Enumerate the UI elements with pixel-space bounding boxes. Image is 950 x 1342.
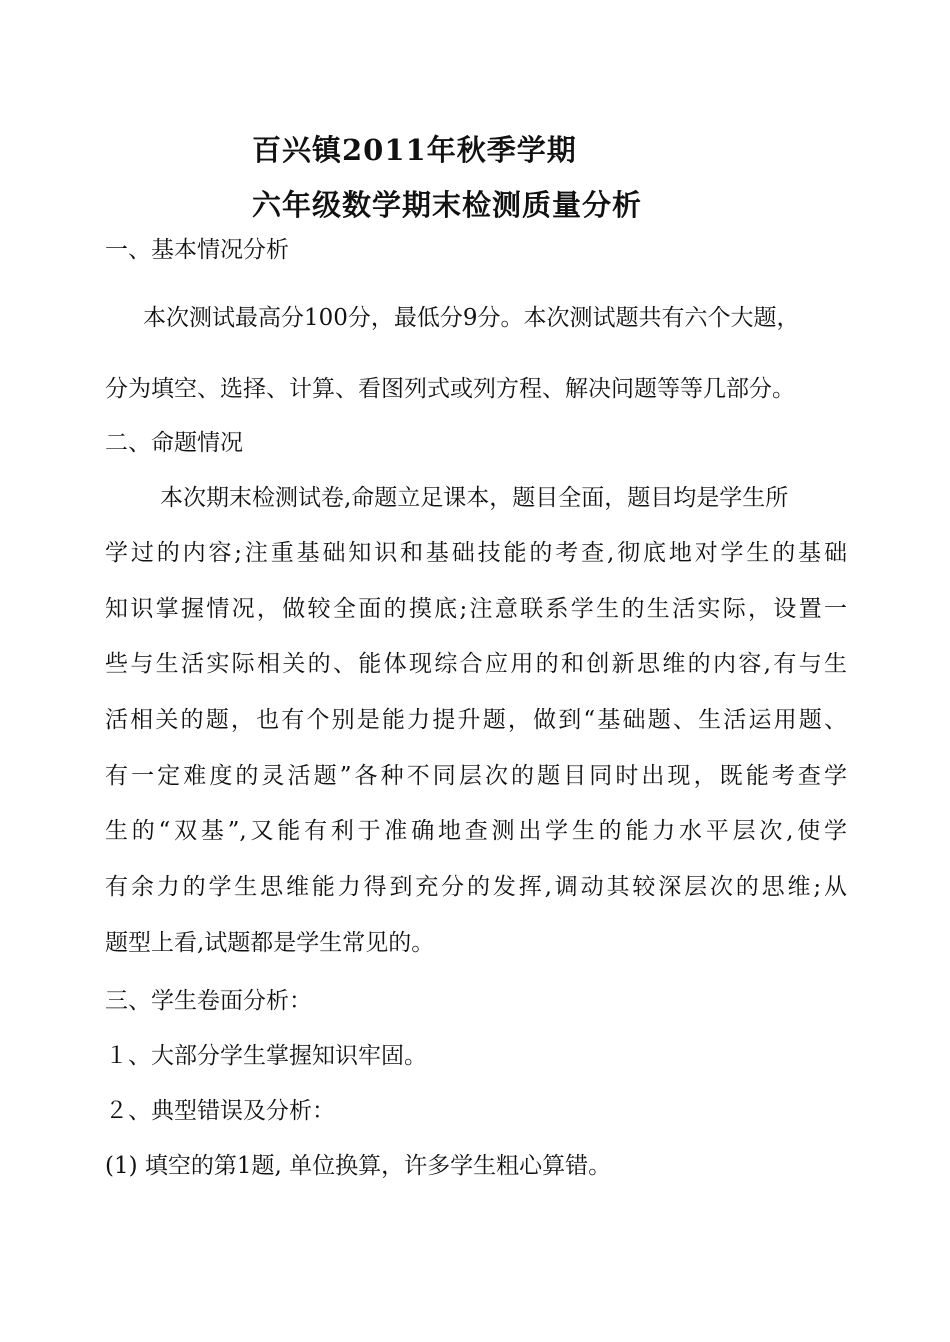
list-item: １、大部分学生掌握知识牢固。: [105, 1043, 427, 1069]
document-title-line2: 六年级数学期末检测质量分析: [252, 188, 643, 222]
paragraph-line: 些与生活实际相关的、能体现综合应用的和创新思维的内容,有与生: [105, 651, 847, 677]
paragraph-line: 本次期末检测试卷,命题立足课本，题目全面，题目均是学生所: [160, 485, 789, 511]
document-title-line1: 百兴镇2011年秋季学期: [252, 133, 577, 167]
paragraph-line: 活相关的题，也有个别是能力提升题，做到“基础题、生活运用题、: [105, 707, 847, 733]
paragraph-line: 学过的内容;注重基础知识和基础技能的考查,彻底地对学生的基础: [105, 540, 847, 566]
section1-heading: 一、基本情况分析: [105, 237, 289, 263]
list-item: ２、典型错误及分析：: [105, 1098, 335, 1124]
paragraph-line: 知识掌握情况，做较全面的摸底;注意联系学生的生活实际，设置一: [105, 596, 847, 622]
paragraph-line: 有余力的学生思维能力得到充分的发挥,调动其较深层次的思维;从: [105, 874, 847, 900]
section3-heading: 三、学生卷面分析：: [105, 988, 312, 1014]
paragraph-line: 本次测试最高分100分，最低分9分。本次测试题共有六个大题，: [143, 305, 800, 331]
list-item: (1) 填空的第1题, 单位换算，许多学生粗心算错。: [105, 1153, 612, 1179]
paragraph-line: 分为填空、选择、计算、看图列式或列方程、解决问题等等几部分。: [105, 376, 795, 402]
paragraph-line: 生的“双基”,又能有利于准确地查测出学生的能力水平层次,使学: [105, 818, 847, 844]
paragraph-line: 有一定难度的灵活题”各种不同层次的题目同时出现，既能考查学: [105, 763, 847, 789]
paragraph-line: 题型上看,试题都是学生常见的。: [105, 930, 435, 956]
section2-heading: 二、命题情况: [105, 430, 243, 456]
